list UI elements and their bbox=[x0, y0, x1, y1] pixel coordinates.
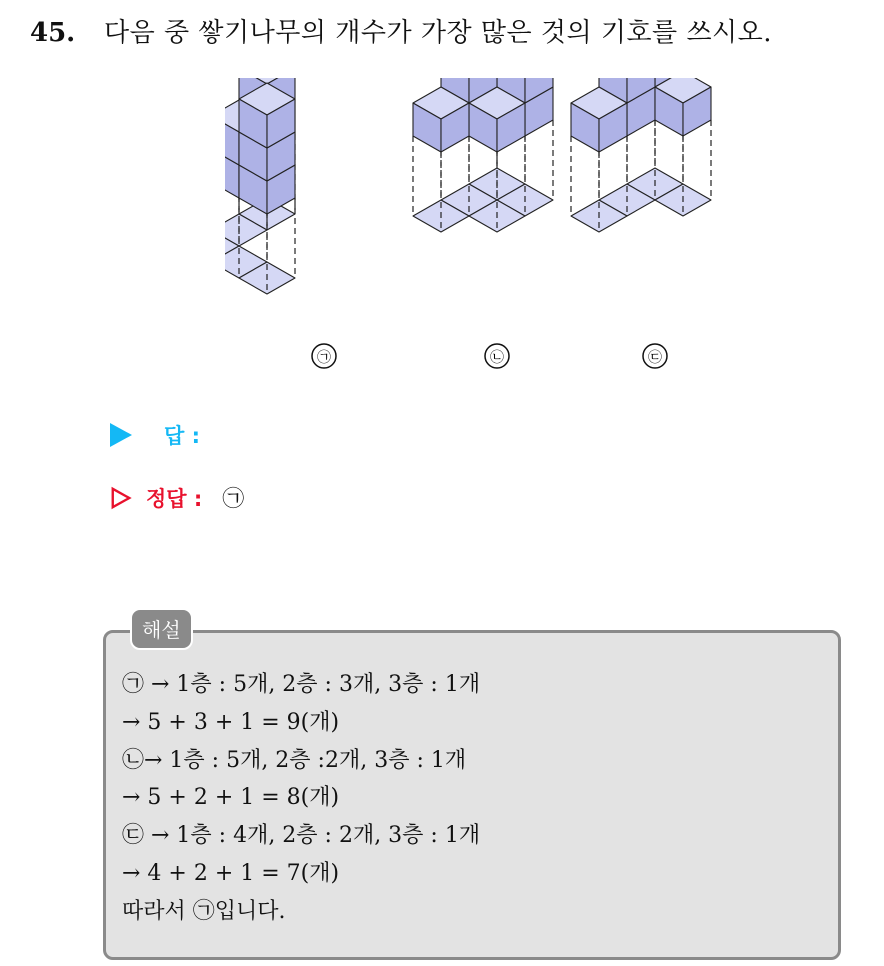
block-figures-svg bbox=[225, 78, 745, 378]
question-number: 45. bbox=[30, 18, 76, 48]
answer-row bbox=[110, 420, 220, 450]
outline-triangle-icon bbox=[110, 486, 132, 510]
question-text: 다음 중 쌓기나무의 개수가 가장 많은 것의 기호를 쓰시오. bbox=[104, 18, 773, 48]
explanation-line: → 5 + 3 + 1 = 9(개) bbox=[122, 709, 340, 735]
play-triangle-icon bbox=[110, 423, 132, 447]
block-figures bbox=[225, 78, 745, 378]
explanation-line: → 5 + 2 + 1 = 8(개) bbox=[122, 785, 340, 811]
block-figure-a bbox=[225, 78, 295, 294]
explanation-line: ㉡→ 1층 : 5개, 2층 :2개, 3층 : 1개 bbox=[122, 747, 467, 773]
figure-label-c: ㉢ bbox=[648, 350, 662, 366]
explanation-line: 따라서 ㉠입니다. bbox=[122, 898, 286, 924]
figure-label-b: ㉡ bbox=[490, 350, 504, 366]
block-figure-b bbox=[413, 78, 553, 232]
explanation-line: ㉢ → 1층 : 4개, 2층 : 2개, 3층 : 1개 bbox=[122, 823, 481, 849]
explanation-line: → 4 + 2 + 1 = 7(개) bbox=[122, 860, 340, 886]
question bbox=[30, 12, 772, 49]
figure-label-a: ㉠ bbox=[317, 350, 331, 366]
correct-answer-value: ㉠ bbox=[222, 487, 245, 512]
answer-label: 답 : bbox=[164, 424, 200, 448]
explanation-tag: 해설 bbox=[130, 608, 193, 650]
correct-answer-label: 정답 : bbox=[146, 486, 203, 511]
block-figure-c bbox=[571, 78, 711, 232]
explanation-line: ㉠ → 1층 : 5개, 2층 : 3개, 3층 : 1개 bbox=[122, 672, 481, 697]
explanation-lines bbox=[122, 666, 480, 931]
correct-answer-row bbox=[110, 482, 244, 513]
figure-labels bbox=[312, 344, 667, 368]
